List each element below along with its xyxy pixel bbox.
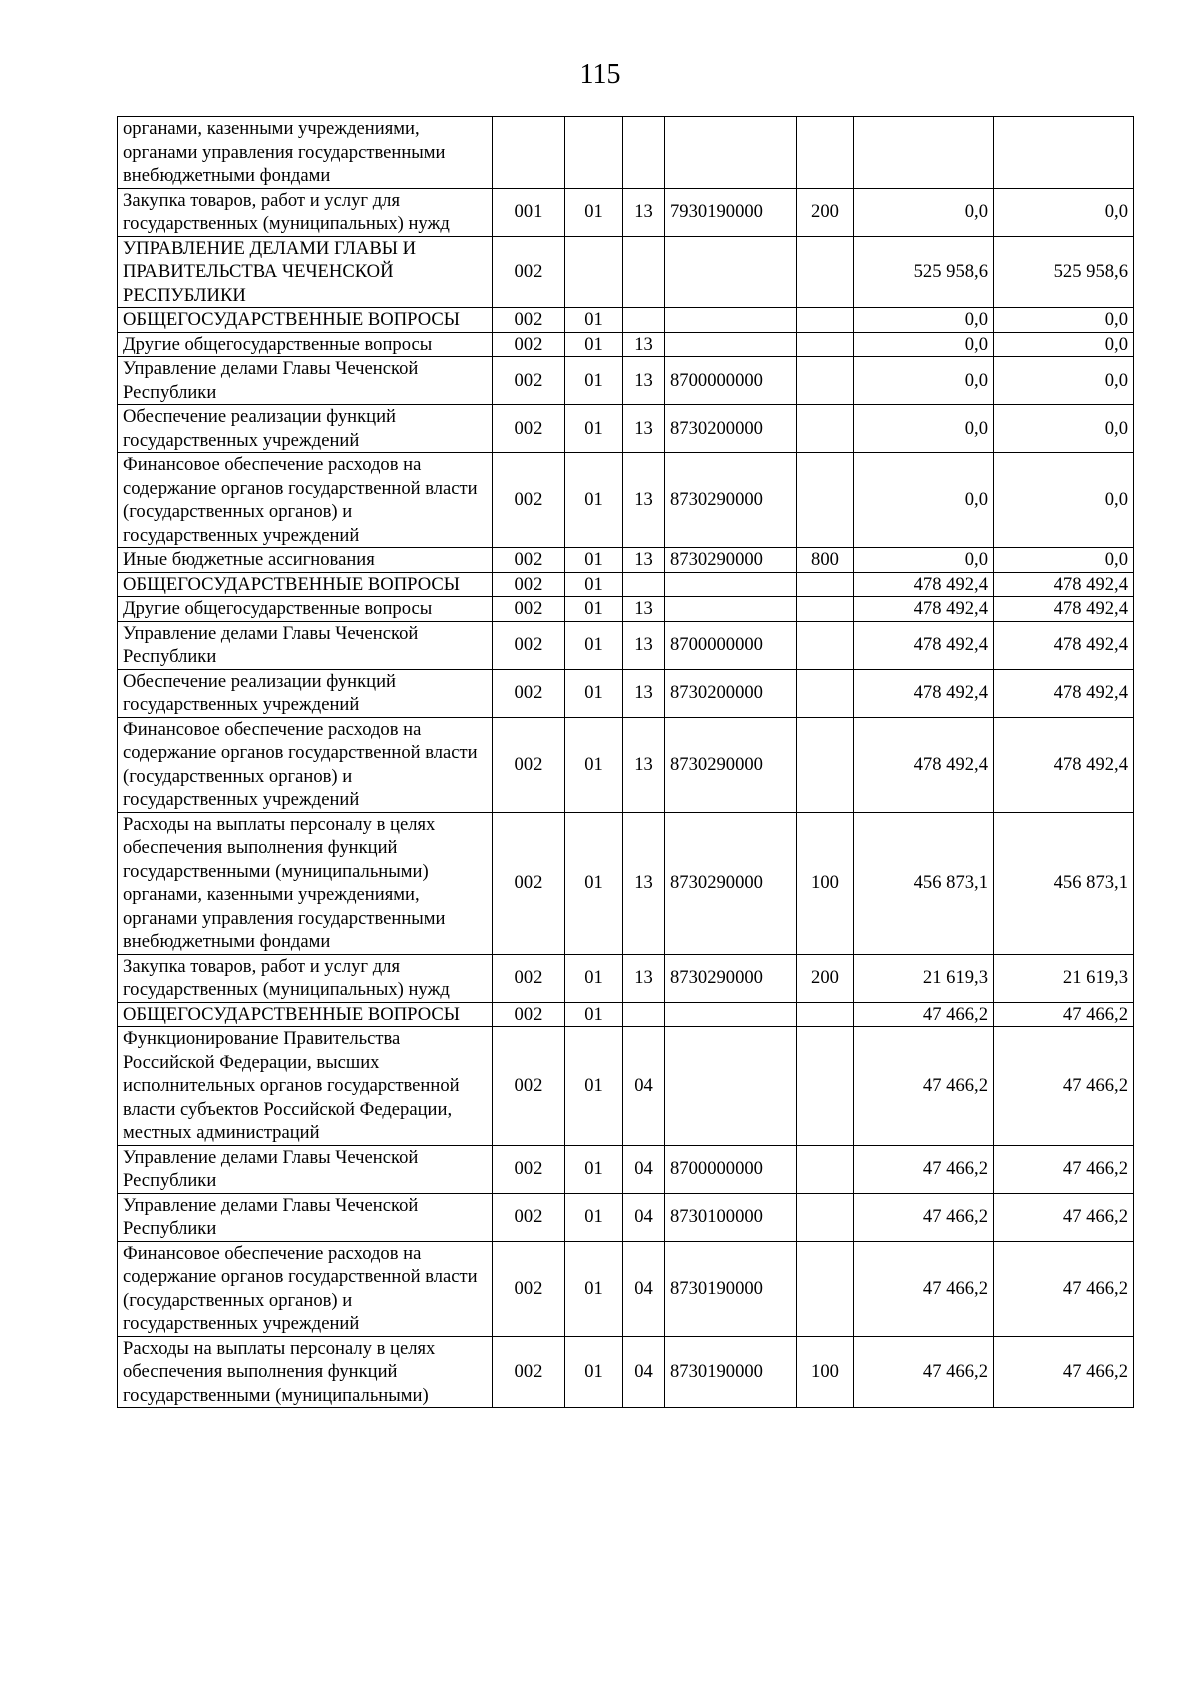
table-row — [118, 597, 1134, 622]
amount-year2-cell: 478 492,4 — [994, 669, 1134, 717]
table-row — [118, 308, 1134, 333]
row-name-cell: ОБЩЕГОСУДАРСТВЕННЫЕ ВОПРОСЫ — [118, 572, 493, 597]
ved-code-cell: 002 — [493, 453, 565, 548]
amount-year1-cell: 0,0 — [854, 332, 994, 357]
table-row — [118, 1193, 1134, 1241]
section-code-cell: 01 — [565, 621, 623, 669]
amount-year1-cell: 0,0 — [854, 405, 994, 453]
ved-code-cell: 002 — [493, 1193, 565, 1241]
table-row — [118, 572, 1134, 597]
target-article-cell: 8730200000 — [665, 405, 797, 453]
amount-year2-cell — [994, 117, 1134, 189]
amount-year2-cell: 0,0 — [994, 188, 1134, 236]
section-code-cell: 01 — [565, 954, 623, 1002]
amount-year1-cell: 478 492,4 — [854, 572, 994, 597]
section-code-cell: 01 — [565, 332, 623, 357]
expense-type-cell — [797, 405, 854, 453]
amount-year1-cell: 478 492,4 — [854, 621, 994, 669]
amount-year2-cell: 0,0 — [994, 405, 1134, 453]
table-row — [118, 1241, 1134, 1336]
section-code-cell: 01 — [565, 548, 623, 573]
amount-year2-cell: 21 619,3 — [994, 954, 1134, 1002]
target-article-cell: 8730290000 — [665, 453, 797, 548]
target-article-cell — [665, 1027, 797, 1146]
subsection-code-cell: 13 — [623, 548, 665, 573]
ved-code-cell: 002 — [493, 236, 565, 308]
target-article-cell — [665, 236, 797, 308]
target-article-cell: 8730190000 — [665, 1241, 797, 1336]
table-row — [118, 332, 1134, 357]
amount-year1-cell: 456 873,1 — [854, 812, 994, 954]
row-name-cell: Расходы на выплаты персоналу в целях обеспечения выполнения функций государственными (муниципальными) органами, казенными учреждениями, органами управления государственными внебюджетными фондами — [118, 812, 493, 954]
table-body — [118, 117, 1134, 1408]
subsection-code-cell — [623, 117, 665, 189]
subsection-code-cell: 04 — [623, 1193, 665, 1241]
amount-year1-cell: 478 492,4 — [854, 597, 994, 622]
target-article-cell: 8730290000 — [665, 954, 797, 1002]
ved-code-cell: 001 — [493, 188, 565, 236]
row-name-cell: Закупка товаров, работ и услуг для государственных (муниципальных) нужд — [118, 188, 493, 236]
expense-type-cell — [797, 1241, 854, 1336]
amount-year2-cell: 47 466,2 — [994, 1241, 1134, 1336]
subsection-code-cell: 13 — [623, 954, 665, 1002]
ved-code-cell: 002 — [493, 572, 565, 597]
subsection-code-cell: 13 — [623, 621, 665, 669]
section-code-cell: 01 — [565, 812, 623, 954]
row-name-cell: Иные бюджетные ассигнования — [118, 548, 493, 573]
table-row — [118, 669, 1134, 717]
target-article-cell: 8730290000 — [665, 717, 797, 812]
section-code-cell: 01 — [565, 572, 623, 597]
table-row — [118, 1336, 1134, 1408]
section-code-cell: 01 — [565, 1241, 623, 1336]
subsection-code-cell: 13 — [623, 812, 665, 954]
amount-year1-cell: 47 466,2 — [854, 1002, 994, 1027]
section-code-cell — [565, 117, 623, 189]
row-name-cell: ОБЩЕГОСУДАРСТВЕННЫЕ ВОПРОСЫ — [118, 308, 493, 333]
section-code-cell: 01 — [565, 669, 623, 717]
target-article-cell — [665, 572, 797, 597]
section-code-cell: 01 — [565, 405, 623, 453]
target-article-cell: 8700000000 — [665, 1145, 797, 1193]
row-name-cell: Управление делами Главы Чеченской Республики — [118, 1193, 493, 1241]
expense-type-cell — [797, 669, 854, 717]
ved-code-cell: 002 — [493, 1336, 565, 1408]
section-code-cell: 01 — [565, 188, 623, 236]
amount-year2-cell: 47 466,2 — [994, 1193, 1134, 1241]
ved-code-cell: 002 — [493, 1002, 565, 1027]
amount-year1-cell: 0,0 — [854, 357, 994, 405]
target-article-cell: 8730100000 — [665, 1193, 797, 1241]
ved-code-cell: 002 — [493, 812, 565, 954]
row-name-cell: Обеспечение реализации функций государственных учреждений — [118, 669, 493, 717]
ved-code-cell: 002 — [493, 308, 565, 333]
table-row — [118, 453, 1134, 548]
table-row — [118, 117, 1134, 189]
ved-code-cell: 002 — [493, 332, 565, 357]
subsection-code-cell: 04 — [623, 1336, 665, 1408]
expense-type-cell — [797, 1145, 854, 1193]
subsection-code-cell: 13 — [623, 669, 665, 717]
expense-type-cell — [797, 453, 854, 548]
amount-year1-cell: 0,0 — [854, 453, 994, 548]
ved-code-cell: 002 — [493, 669, 565, 717]
subsection-code-cell: 04 — [623, 1027, 665, 1146]
expense-type-cell: 100 — [797, 812, 854, 954]
subsection-code-cell: 13 — [623, 717, 665, 812]
amount-year1-cell — [854, 117, 994, 189]
section-code-cell: 01 — [565, 1193, 623, 1241]
ved-code-cell: 002 — [493, 405, 565, 453]
target-article-cell: 8730200000 — [665, 669, 797, 717]
amount-year2-cell: 47 466,2 — [994, 1002, 1134, 1027]
amount-year1-cell: 47 466,2 — [854, 1193, 994, 1241]
expense-type-cell: 800 — [797, 548, 854, 573]
amount-year2-cell: 525 958,6 — [994, 236, 1134, 308]
table-row — [118, 1002, 1134, 1027]
target-article-cell: 8730290000 — [665, 812, 797, 954]
section-code-cell: 01 — [565, 597, 623, 622]
amount-year2-cell: 47 466,2 — [994, 1336, 1134, 1408]
target-article-cell: 8700000000 — [665, 357, 797, 405]
target-article-cell — [665, 597, 797, 622]
table-row — [118, 188, 1134, 236]
amount-year2-cell: 0,0 — [994, 453, 1134, 548]
amount-year1-cell: 47 466,2 — [854, 1241, 994, 1336]
amount-year2-cell: 0,0 — [994, 357, 1134, 405]
table-row — [118, 405, 1134, 453]
ved-code-cell: 002 — [493, 548, 565, 573]
amount-year2-cell: 0,0 — [994, 308, 1134, 333]
expense-type-cell — [797, 332, 854, 357]
target-article-cell: 7930190000 — [665, 188, 797, 236]
subsection-code-cell — [623, 236, 665, 308]
expense-type-cell — [797, 1002, 854, 1027]
expense-type-cell — [797, 621, 854, 669]
table-row — [118, 812, 1134, 954]
expense-type-cell — [797, 1027, 854, 1146]
section-code-cell: 01 — [565, 357, 623, 405]
amount-year2-cell: 478 492,4 — [994, 717, 1134, 812]
row-name-cell: Расходы на выплаты персоналу в целях обеспечения выполнения функций государственными (муниципальными) — [118, 1336, 493, 1408]
subsection-code-cell: 13 — [623, 453, 665, 548]
target-article-cell: 8730190000 — [665, 1336, 797, 1408]
row-name-cell: Другие общегосударственные вопросы — [118, 597, 493, 622]
ved-code-cell: 002 — [493, 1027, 565, 1146]
expense-type-cell — [797, 117, 854, 189]
subsection-code-cell: 04 — [623, 1145, 665, 1193]
expense-type-cell — [797, 717, 854, 812]
row-name-cell: органами, казенными учреждениями, органами управления государственными внебюджетными фондами — [118, 117, 493, 189]
expense-type-cell: 200 — [797, 188, 854, 236]
target-article-cell: 8730290000 — [665, 548, 797, 573]
row-name-cell: Управление делами Главы Чеченской Республики — [118, 621, 493, 669]
section-code-cell: 01 — [565, 1002, 623, 1027]
row-name-cell: Управление делами Главы Чеченской Республики — [118, 357, 493, 405]
amount-year2-cell: 47 466,2 — [994, 1145, 1134, 1193]
amount-year1-cell: 47 466,2 — [854, 1027, 994, 1146]
row-name-cell: Управление делами Главы Чеченской Республики — [118, 1145, 493, 1193]
ved-code-cell: 002 — [493, 1145, 565, 1193]
amount-year2-cell: 478 492,4 — [994, 597, 1134, 622]
target-article-cell — [665, 332, 797, 357]
amount-year1-cell: 525 958,6 — [854, 236, 994, 308]
ved-code-cell: 002 — [493, 954, 565, 1002]
section-code-cell — [565, 236, 623, 308]
subsection-code-cell — [623, 572, 665, 597]
section-code-cell: 01 — [565, 717, 623, 812]
amount-year2-cell: 456 873,1 — [994, 812, 1134, 954]
table-row — [118, 236, 1134, 308]
amount-year1-cell: 478 492,4 — [854, 669, 994, 717]
subsection-code-cell: 13 — [623, 597, 665, 622]
expense-type-cell — [797, 597, 854, 622]
ved-code-cell: 002 — [493, 597, 565, 622]
section-code-cell: 01 — [565, 308, 623, 333]
row-name-cell: Финансовое обеспечение расходов на содержание органов государственной власти (государственных органов) и государственных учреждений — [118, 453, 493, 548]
subsection-code-cell — [623, 1002, 665, 1027]
table-row — [118, 548, 1134, 573]
expense-type-cell: 200 — [797, 954, 854, 1002]
amount-year2-cell: 478 492,4 — [994, 621, 1134, 669]
expense-type-cell: 100 — [797, 1336, 854, 1408]
amount-year1-cell: 0,0 — [854, 188, 994, 236]
row-name-cell: Закупка товаров, работ и услуг для государственных (муниципальных) нужд — [118, 954, 493, 1002]
ved-code-cell: 002 — [493, 621, 565, 669]
row-name-cell: Другие общегосударственные вопросы — [118, 332, 493, 357]
target-article-cell — [665, 308, 797, 333]
table-row — [118, 1145, 1134, 1193]
row-name-cell: Функционирование Правительства Российской Федерации, высших исполнительных органов государственной власти субъектов Российской Федерации, местных администраций — [118, 1027, 493, 1146]
subsection-code-cell: 13 — [623, 188, 665, 236]
subsection-code-cell: 13 — [623, 405, 665, 453]
ved-code-cell — [493, 117, 565, 189]
expense-type-cell — [797, 236, 854, 308]
budget-table — [117, 116, 1134, 1408]
table-row — [118, 1027, 1134, 1146]
target-article-cell — [665, 1002, 797, 1027]
amount-year1-cell: 47 466,2 — [854, 1336, 994, 1408]
page-number: 115 — [579, 59, 621, 90]
amount-year1-cell: 0,0 — [854, 308, 994, 333]
row-name-cell: Финансовое обеспечение расходов на содержание органов государственной власти (государственных органов) и государственных учреждений — [118, 1241, 493, 1336]
row-name-cell: ОБЩЕГОСУДАРСТВЕННЫЕ ВОПРОСЫ — [118, 1002, 493, 1027]
subsection-code-cell: 13 — [623, 332, 665, 357]
table-row — [118, 954, 1134, 1002]
amount-year1-cell: 47 466,2 — [854, 1145, 994, 1193]
row-name-cell: УПРАВЛЕНИЕ ДЕЛАМИ ГЛАВЫ И ПРАВИТЕЛЬСТВА ЧЕЧЕНСКОЙ РЕСПУБЛИКИ — [118, 236, 493, 308]
row-name-cell: Финансовое обеспечение расходов на содержание органов государственной власти (государственных органов) и государственных учреждений — [118, 717, 493, 812]
ved-code-cell: 002 — [493, 1241, 565, 1336]
section-code-cell: 01 — [565, 1027, 623, 1146]
target-article-cell — [665, 117, 797, 189]
amount-year2-cell: 47 466,2 — [994, 1027, 1134, 1146]
amount-year2-cell: 0,0 — [994, 548, 1134, 573]
table-row — [118, 621, 1134, 669]
amount-year1-cell: 21 619,3 — [854, 954, 994, 1002]
subsection-code-cell: 13 — [623, 357, 665, 405]
table-row — [118, 357, 1134, 405]
section-code-cell: 01 — [565, 1145, 623, 1193]
amount-year1-cell: 0,0 — [854, 548, 994, 573]
ved-code-cell: 002 — [493, 717, 565, 812]
amount-year2-cell: 478 492,4 — [994, 572, 1134, 597]
subsection-code-cell: 04 — [623, 1241, 665, 1336]
row-name-cell: Обеспечение реализации функций государственных учреждений — [118, 405, 493, 453]
section-code-cell: 01 — [565, 453, 623, 548]
target-article-cell: 8700000000 — [665, 621, 797, 669]
section-code-cell: 01 — [565, 1336, 623, 1408]
subsection-code-cell — [623, 308, 665, 333]
amount-year1-cell: 478 492,4 — [854, 717, 994, 812]
expense-type-cell — [797, 308, 854, 333]
ved-code-cell: 002 — [493, 357, 565, 405]
expense-type-cell — [797, 357, 854, 405]
table-row — [118, 717, 1134, 812]
expense-type-cell — [797, 572, 854, 597]
amount-year2-cell: 0,0 — [994, 332, 1134, 357]
expense-type-cell — [797, 1193, 854, 1241]
